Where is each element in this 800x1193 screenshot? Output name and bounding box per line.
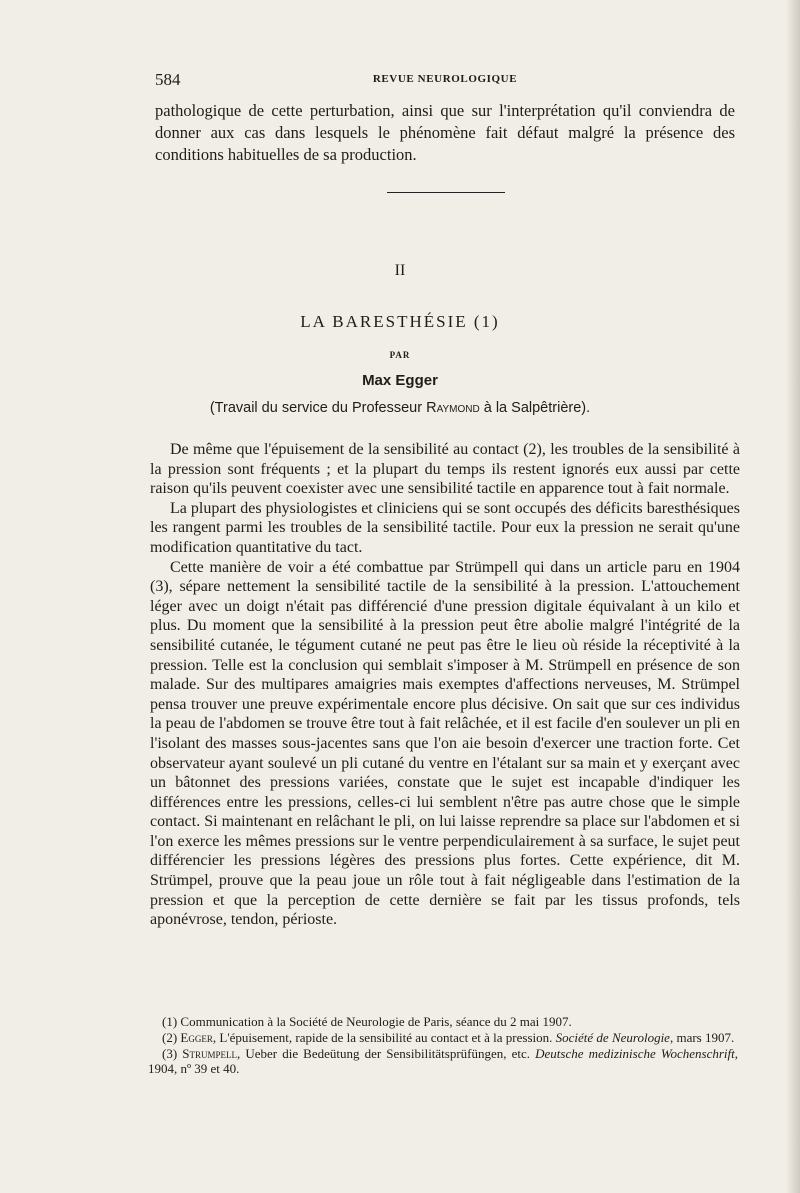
footnote-2-text: , L'épuisement, rapide de la sensibilité au contact et à la pression.: [212, 1029, 556, 1045]
body-paragraph-2: La plupart des physiologistes et cliniciens qui se sont occupés des déficits baresthésiques les rangent parmi les troubles de la sensibilité tactile. Pour eux la pression ne serait qu'une modification quantitative du tact.: [150, 499, 740, 556]
footnote-2: (2) Egger, L'épuisement, rapide de la sensibilité au contact et à la pression. Société de Neurologie, mars 1907.: [162, 1029, 735, 1045]
affiliation-text-after: à la Salpêtrière).: [479, 400, 591, 416]
section-divider: [387, 192, 505, 193]
author-affiliation: [0, 400, 800, 416]
section-number: II: [394, 262, 406, 279]
footnote-1: (1) Communication à la Société de Neurologie de Paris, séance du 2 mai 1907.: [162, 1014, 572, 1029]
author-name: Max Egger: [362, 372, 438, 389]
footnote-3-journal: Deutsche medizinische Wochenschrift: [535, 1045, 735, 1061]
footnotes: [148, 1014, 738, 1077]
continued-paragraph: pathologique de cette perturbation, ainsi que sur l'interprétation qu'il conviendra de donner aux cas dans lesquels le phénomène fait défaut malgré la présence des conditions habituelles de sa production.: [155, 101, 735, 164]
byline-par: PAR: [389, 350, 411, 360]
running-head: REVUE NEUROLOGIQUE: [372, 73, 518, 85]
footnote-3-date: , 1904, nº 39 et 40.: [148, 1045, 739, 1077]
footnote-3-author: Strumpell: [182, 1045, 237, 1061]
page-header: [155, 70, 735, 92]
affiliation-text-before: (Travail du service du Professeur: [209, 400, 427, 416]
footnote-2-date: , mars 1907.: [669, 1029, 735, 1045]
article-title: LA BARESTHÉSIE (1): [300, 312, 500, 331]
footnote-2-author: Egger: [180, 1029, 213, 1045]
footnote-2-journal: Société de Neurologie: [555, 1029, 670, 1045]
body-paragraph-1: De même que l'épuisement de la sensibilité au contact (2), les troubles de la sensibilité à la pression sont fréquents ; et la plupart du temps ils restent ignorés eux aussi par cette raison qu'ils peuvent coexister avec une sensibilité tactile en apparence tout à fait normale.: [150, 441, 740, 498]
professor-name: Raymond: [426, 400, 480, 416]
article-body: [150, 440, 740, 930]
scan-edge-shadow: [786, 0, 800, 1193]
footnote-3-text: , Ueber die Bedeütung der Sensibilitätsprüfüngen, etc.: [237, 1045, 536, 1061]
page-number: 584: [155, 70, 181, 89]
body-paragraph-3: Cette manière de voir a été combattue par Strümpell qui dans un article paru en 1904 (3), sépare nettement la sensibilité tactile de la sensibilité à la pression. L'attouchement léger avec un doigt n'était pas différencié d'une pression digitale équivalant à un kilo et plus. Du moment que la sensibilité à la pression peut être abolie malgré l'intégrité de la sensibilité cutanée, le tégument cutané ne peut pas être le lieu où réside la réceptivité à la pression. Telle est la conclusion qui semblait s'imposer à M. Strümpell en présence de son malade. Sur des multipares amaigries mais exemptes d'affections nerveuses, M. Strümpel pensa trouver une preuve expérimentale encore plus décisive. On sait que sur ces individus la peau de l'abdomen se trouve être tout à fait relâchée, et il est facile d'en soulever un pli en l'isolant des masses sous-jacentes sans que l'on aie besoin d'exercer une traction forte. Cet observateur ayant soulevé un pli cutané du ventre en l'étalant sur sa main et y exerçant avec un bâtonnet des pressions variées, constate que le sujet est incapable d'indiquer les différences entre les pressions, celles-ci lui semblent n'être pas autre chose que le simple contact. Si maintenant en relâchant le pli, on lui laisse reprendre sa place sur l'abdomen et si l'on exerce les mêmes pressions sur le ventre perpendiculairement à sa surface, le sujet peut différencier les pressions légères des pressions plus fortes. Cette expérience, dit M. Strümpel, prouve que la peau joue un rôle tout à fait négligeable dans l'estimation de la pression et que la perception de cette dernière se fait par les tissus profonds, tels aponévrose, tendon, périoste.: [150, 558, 740, 929]
footnote-3: (3) Strumpell, Ueber die Bedeütung der Sensibilitätsprüfüngen, etc. Deutsche medizinische Wochenschrift, 1904, nº 39 et 40.: [148, 1045, 739, 1077]
